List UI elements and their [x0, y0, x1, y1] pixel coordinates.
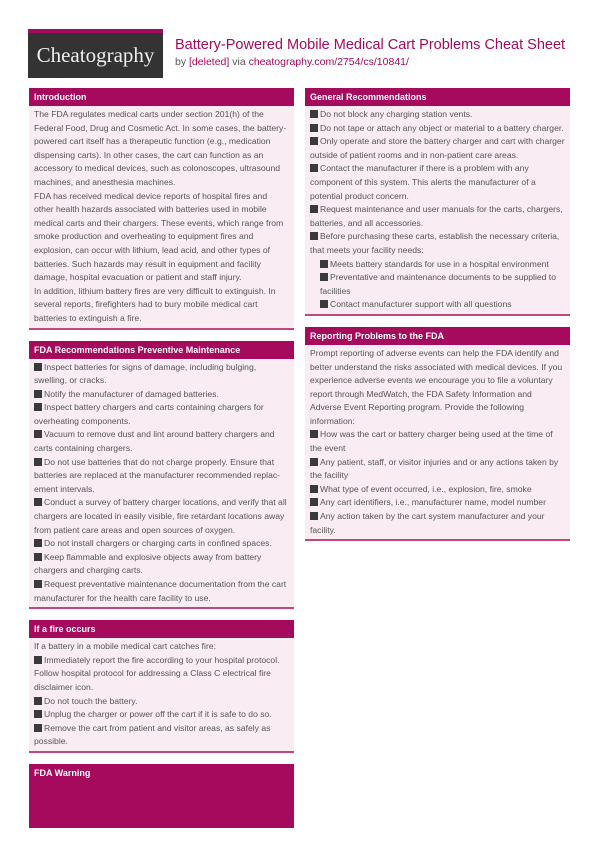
- sheet-url-link[interactable]: cheatography.com/2754/cs/10841/: [248, 56, 409, 68]
- square-bullet-icon: [34, 580, 42, 588]
- item-text: If a battery in a mobile medical cart catches fire:: [34, 641, 216, 652]
- square-bullet-icon: [34, 724, 42, 732]
- section-body: [305, 106, 570, 314]
- square-bullet-icon: [34, 403, 42, 411]
- list-item: [34, 537, 289, 551]
- section-reporting-problems: [305, 327, 570, 541]
- square-bullet-icon: [310, 430, 318, 438]
- item-text: What type of event occurred, i.e., explosion, fire, smoke: [320, 483, 532, 494]
- list-item: [34, 456, 289, 497]
- square-bullet-icon: [34, 390, 42, 398]
- logo-text: Cheatography: [36, 43, 155, 67]
- square-bullet-icon: [34, 458, 42, 466]
- item-text: Any cart identifiers, i.e., manufacturer name, model number: [320, 497, 546, 508]
- item-text: Keep flammable and explosive objects away from battery chargers and charging carts.: [34, 551, 262, 576]
- section-title: Reporting Problems to the FDA: [305, 327, 570, 345]
- list-item: [34, 654, 289, 695]
- list-item: [310, 510, 565, 537]
- list-item: [34, 496, 289, 537]
- square-bullet-icon: [34, 697, 42, 705]
- square-bullet-icon: [310, 110, 318, 118]
- right-column: [305, 88, 570, 552]
- item-text: Contact manufacturer support with all questions: [330, 299, 512, 310]
- list-item: [310, 483, 565, 497]
- square-bullet-icon: [34, 656, 42, 664]
- list-item: [310, 122, 565, 136]
- square-bullet-icon: [310, 512, 318, 520]
- list-item: [310, 230, 565, 257]
- square-bullet-icon: [34, 363, 42, 371]
- item-text: Do not touch the battery.: [44, 695, 138, 706]
- list-item: [310, 456, 565, 483]
- square-bullet-icon: [310, 205, 318, 213]
- item-text: Inspect battery chargers and carts containing chargers for overheating components.: [34, 402, 264, 426]
- list-item: [34, 578, 289, 605]
- square-bullet-icon: [310, 137, 318, 145]
- byline: [175, 56, 409, 68]
- list-item: [34, 401, 289, 428]
- item-text: Prompt reporting of adverse events can help the FDA identify and better understand the risks associated with medical devices. If you experience adverse events we encourage you to file a voluntary report through MedWatch, the FDA Safety Information and Adverse Event Reporting program. Provide the following information:: [310, 347, 563, 426]
- section-general-recommendations: [305, 88, 570, 316]
- paragraph: [34, 190, 289, 285]
- square-bullet-icon: [34, 553, 42, 561]
- item-text: Do not install chargers or charging carts in confined spaces.: [44, 538, 272, 549]
- paragraph: [34, 640, 289, 654]
- item-text: Vacuum to remove dust and lint around battery chargers and carts containing chargers.: [34, 429, 275, 454]
- item-text: Conduct a survey of battery charger locations, and verify that all chargers are located in easily visible, fire retardant locations away from patient care areas and open sources of oxygen.: [34, 497, 287, 535]
- list-item: [310, 298, 565, 312]
- list-item: [310, 108, 565, 122]
- list-item: [310, 162, 565, 203]
- square-bullet-icon: [320, 260, 328, 268]
- author-link[interactable]: [deleted]: [189, 56, 230, 68]
- list-item: [34, 695, 289, 709]
- list-item: [310, 271, 565, 298]
- item-text: Immediately report the fire according to your hospital protocol. Follow hospital protocol for addressing a Class C electrical fire disclaimer icon.: [34, 654, 280, 692]
- section-body: [29, 359, 294, 608]
- item-text: Unplug the charger or power off the cart if it is safe to do so.: [44, 709, 272, 720]
- item-text: In addition, lithium battery fires are very difficult to extinguish. In several reports, firefighters had to bury mobile medical cart batteries to extinguish a fire.: [34, 285, 276, 323]
- section-title: FDA Recommendations Preventive Maintenance: [29, 341, 294, 359]
- section-fda-warning: [29, 764, 294, 828]
- by-label: by: [175, 56, 187, 68]
- list-item: [310, 428, 565, 455]
- list-item: [310, 258, 565, 272]
- square-bullet-icon: [320, 300, 328, 308]
- item-text: Request maintenance and user manuals for the carts, chargers, batteries, and all accessories.: [310, 204, 563, 228]
- square-bullet-icon: [320, 273, 328, 281]
- item-text: Do not block any charging station vents.: [320, 109, 473, 119]
- section-title: If a fire occurs: [29, 620, 294, 638]
- list-item: [34, 388, 289, 402]
- section-body: [29, 106, 294, 328]
- item-text: Only operate and store the battery charger and cart with charger outside of patient rooms and in non-patient care areas.: [310, 136, 565, 160]
- list-item: [34, 708, 289, 722]
- list-item: [310, 496, 565, 510]
- item-text: Preventative and maintenance documents to be supplied to facilities: [320, 272, 556, 296]
- item-text: Before purchasing these carts, establish the necessary criteria, that meets your facility needs:: [310, 231, 560, 255]
- square-bullet-icon: [34, 430, 42, 438]
- item-text: Remove the cart from patient and visitor areas, as safely as possible.: [34, 722, 271, 747]
- section-title: General Recommendations: [305, 88, 570, 106]
- list-item: [34, 361, 289, 388]
- item-text: Contact the manufacturer if there is a problem with any component of this system. This alerts the manufacturer of a potential product concern.: [310, 163, 536, 201]
- list-item: [34, 722, 289, 749]
- paragraph: [34, 285, 289, 326]
- section-title: FDA Warning: [29, 764, 294, 782]
- list-item: [310, 135, 565, 162]
- section-introduction: [29, 88, 294, 330]
- paragraph: [34, 108, 289, 190]
- square-bullet-icon: [310, 458, 318, 466]
- item-text: Do not tape or attach any object or material to a battery charger.: [320, 122, 564, 133]
- item-text: Meets battery standards for use in a hospital environment: [330, 258, 549, 269]
- square-bullet-icon: [34, 710, 42, 718]
- section-title: Introduction: [29, 88, 294, 106]
- item-text: Notify the manufacturer of damaged batteries.: [44, 388, 219, 399]
- square-bullet-icon: [34, 498, 42, 506]
- item-text: The FDA regulates medical carts under section 201(h) of the Federal Food, Drug and Cosmetic Act. In some cases, the battery-powered cart itself has a therapeutic function (e.g., medication dispensing carts). In other cases, the cart can function as an accessory to medical devices, such as colonoscopes, ultrasound machines, and anesthesia machines.: [34, 109, 287, 187]
- section-body: [305, 345, 570, 539]
- via-label: via: [232, 56, 246, 68]
- left-column: [29, 88, 294, 839]
- square-bullet-icon: [310, 164, 318, 172]
- section-body: [29, 638, 294, 751]
- item-text: Any action taken by the cart system manufacturer and your facility.: [310, 511, 545, 535]
- section-if-a-fire-occurs: [29, 620, 294, 753]
- item-text: Do not use batteries that do not charge properly. Ensure that batteries are replaced at the manufacturer recommended replacement intervals.: [34, 456, 281, 494]
- list-item: [310, 203, 565, 230]
- list-item: [34, 551, 289, 578]
- paragraph: [310, 347, 565, 429]
- square-bullet-icon: [310, 485, 318, 493]
- square-bullet-icon: [310, 124, 318, 132]
- square-bullet-icon: [310, 498, 318, 506]
- cheatography-logo[interactable]: [28, 29, 163, 78]
- page-title: Battery-Powered Mobile Medical Cart Problems Cheat Sheet: [175, 37, 566, 53]
- section-preventive-maintenance: [29, 341, 294, 610]
- list-item: [34, 428, 289, 455]
- item-text: Any patient, staff, or visitor injuries and or any actions taken by the facility: [310, 456, 559, 481]
- square-bullet-icon: [310, 232, 318, 240]
- item-text: Inspect batteries for signs of damage, including bulging, swelling, or cracks.: [34, 361, 257, 386]
- item-text: Request preventative maintenance documentation from the cart manufacturer for the health care facility to use.: [34, 579, 287, 603]
- item-text: FDA has received medical device reports of hospital fires and other health hazards associated with batteries used in mobile medical carts and their chargers. These events, which range from smoke production and overheating to equipment fires and explosion, can occur with lithium, lead acid, and other types of batteries. Such hazards may result in equipment and facility damage, hospital evacuation or patient and staff injury.: [34, 190, 284, 283]
- item-text: How was the cart or battery charger being used at the time of the event: [310, 429, 553, 454]
- square-bullet-icon: [34, 539, 42, 547]
